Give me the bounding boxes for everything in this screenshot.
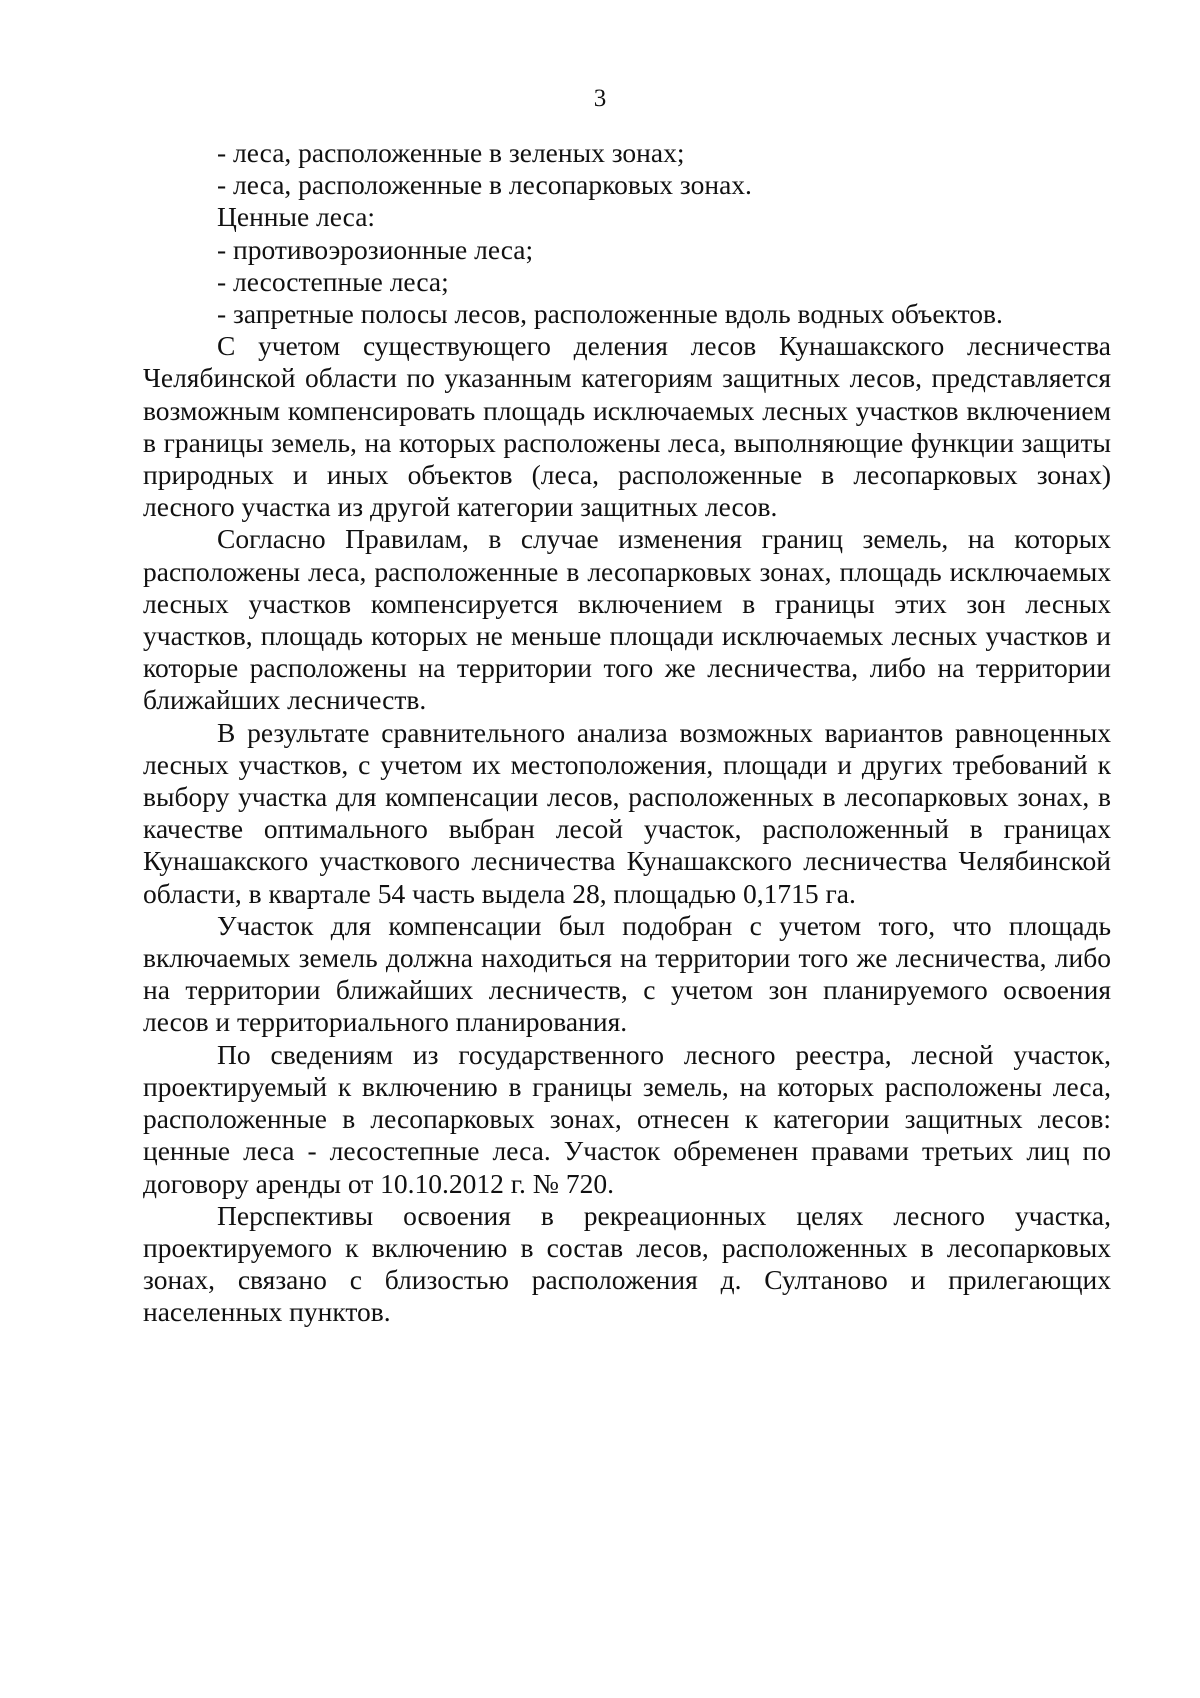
- paragraph-category-division: С учетом существующего деления лесов Кунашакского лесничества Челябинской области по указанным категориям защитных лесов, представляется возможным компенсировать площадь исключаемых лесных участков включением в границы земель, на которых расположены леса, выполняющие функции защиты природных и иных объектов (леса, расположенные в лесопарковых зонах) лесного участка из другой категории защитных лесов.: [143, 330, 1111, 523]
- list-item-forest-park-zones: - леса, расположенные в лесопарковых зонах.: [217, 169, 752, 201]
- document-body: [143, 137, 1111, 1329]
- paragraph-rules-compensation: Согласно Правилам, в случае изменения границ земель, на которых расположены леса, расположенные в лесопарковых зонах, площадь исключаемых лесных участков компенсируется включением в границы этих зон лесных участков, площадь которых не меньше площади исключаемых лесных участков и которые расположены на территории того же лесничества, либо на территории ближайших лесничеств.: [143, 523, 1111, 716]
- paragraph-recreation-prospects: Перспективы освоения в рекреационных целях лесного участка, проектируемого к включению в состав лесов, расположенных в лесопарковых зонах, связано с близостью расположения д. Султаново и прилегающих населенных пунктов.: [143, 1199, 1111, 1328]
- valuable-forests-heading: Ценные леса:: [217, 201, 376, 233]
- paragraph-site-selection: Участок для компенсации был подобран с учетом того, что площадь включаемых земель должна находиться на территории того же лесничества, либо на территории ближайших лесничеств, с учетом зон планируемого освоения лесов и территориального планирования.: [143, 909, 1111, 1038]
- paragraph-forest-registry: По сведениям из государственного лесного реестра, лесной участок, проектируемый к включению в границы земель, на которых расположены леса, расположенные в лесопарковых зонах, отнесен к категории защитных лесов: ценные леса - лесостепные леса. Участок обременен правами третьих лиц по договору аренды от 10.10.2012 г. № 720.: [143, 1038, 1111, 1199]
- list-item-protected-strips: - запретные полосы лесов, расположенные вдоль водных объектов.: [217, 298, 1003, 330]
- list-item-anti-erosion: - противоэрозионные леса;: [217, 233, 534, 265]
- page-number: 3: [593, 85, 607, 112]
- list-item-forest-steppe: - лесостепные леса;: [217, 265, 449, 297]
- list-item-green-zones: - леса, расположенные в зеленых зонах;: [217, 137, 685, 168]
- paragraph-comparative-analysis: В результате сравнительного анализа возможных вариантов равноценных лесных участков, с учетом их местоположения, площади и других требований к выбору участка для компенсации лесов, расположенных в лесопарковых зонах, в качестве оптимального выбран лесой участок, расположенный в границах Кунашакского участкового лесничества Кунашакского лесничества Челябинской области, в квартале 54 часть выдела 28, площадью 0,1715 га.: [143, 716, 1111, 909]
